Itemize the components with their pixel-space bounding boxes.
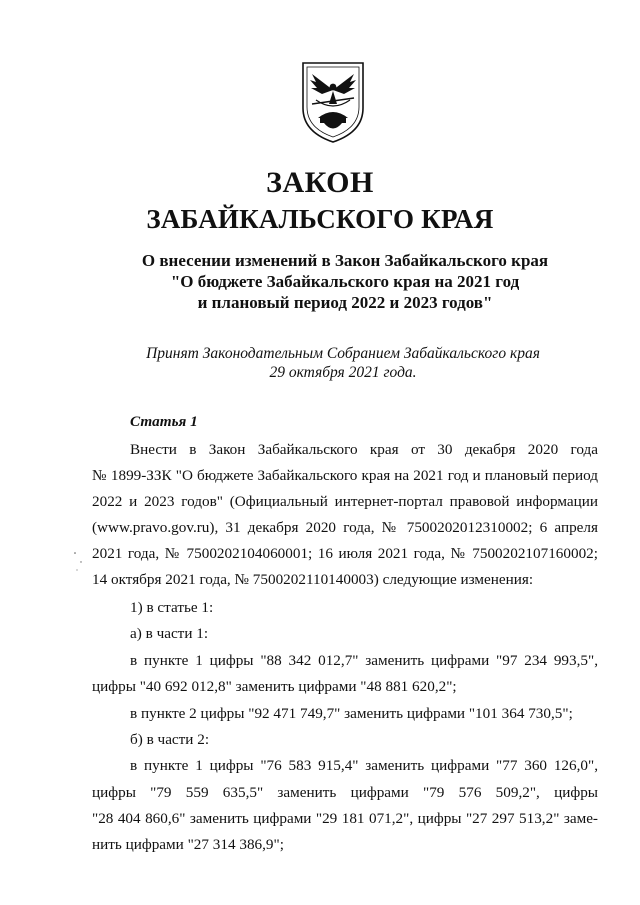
article-line: нить цифрами "27 314 386,9"; [92, 836, 284, 853]
adoption-note [0, 344, 640, 382]
article-heading: Статья 1 [130, 413, 198, 430]
adoption-line: Принят Законодательным Собранием Забайкальского края [146, 345, 540, 362]
article-line: цифры "79 559 635,5" заменить цифрами "79 576 509,2", цифры [92, 784, 598, 801]
article-item: 1) в статье 1: [130, 599, 214, 616]
law-description-line: и плановый период 2022 и 2023 годов" [197, 293, 493, 312]
article-line: Внести в Закон Забайкальского края от 30 декабря 2020 года [130, 441, 598, 458]
article-line: 14 октября 2021 года, № 7500202110140003) следующие изменения: [92, 571, 534, 588]
article-line: в пункте 1 цифры "88 342 012,7" заменить цифрами "97 234 993,5", [130, 652, 598, 669]
article-subitem: б) в части 2: [130, 731, 210, 748]
law-description [0, 250, 640, 313]
article-line: № 1899-ЗЗК "О бюджете Забайкальского края на 2021 год и плановый период [92, 467, 598, 484]
article-line: в пункте 2 цифры "92 471 749,7" заменить цифрами "101 364 730,5"; [130, 705, 573, 722]
law-region-title: ЗАБАЙКАЛЬСКОГО КРАЯ [146, 204, 494, 234]
article-line: (www.pravo.gov.ru), 31 декабря 2020 года, № 7500202012310002; 6 апреля [92, 519, 598, 536]
law-description-line: О внесении изменений в Закон Забайкальского края [141, 251, 549, 270]
article-line: 2022 и 2023 годов" (Официальный интернет-портал правовой информации [92, 493, 598, 510]
article-line: 2021 года, № 7500202104060001; 16 июля 2021 года, № 7500202107160002; [92, 545, 598, 562]
article-line: цифры "40 692 012,8" заменить цифрами "48 881 620,2"; [92, 678, 457, 695]
article-line: в пункте 1 цифры "76 583 915,4" заменить цифрами "77 360 126,0", [130, 757, 598, 774]
scan-specks [72, 548, 86, 576]
law-description-line: "О бюджете Забайкальского края на 2021 год [170, 272, 520, 291]
article-subitem: а) в части 1: [130, 625, 209, 642]
adoption-date: 29 октября 2021 года. [269, 364, 417, 381]
coat-of-arms-emblem [300, 60, 366, 144]
article-line: "28 404 860,6" заменить цифрами "29 181 071,2", цифры "27 297 513,2" заме- [92, 810, 598, 827]
law-title: ЗАКОН [266, 166, 374, 199]
